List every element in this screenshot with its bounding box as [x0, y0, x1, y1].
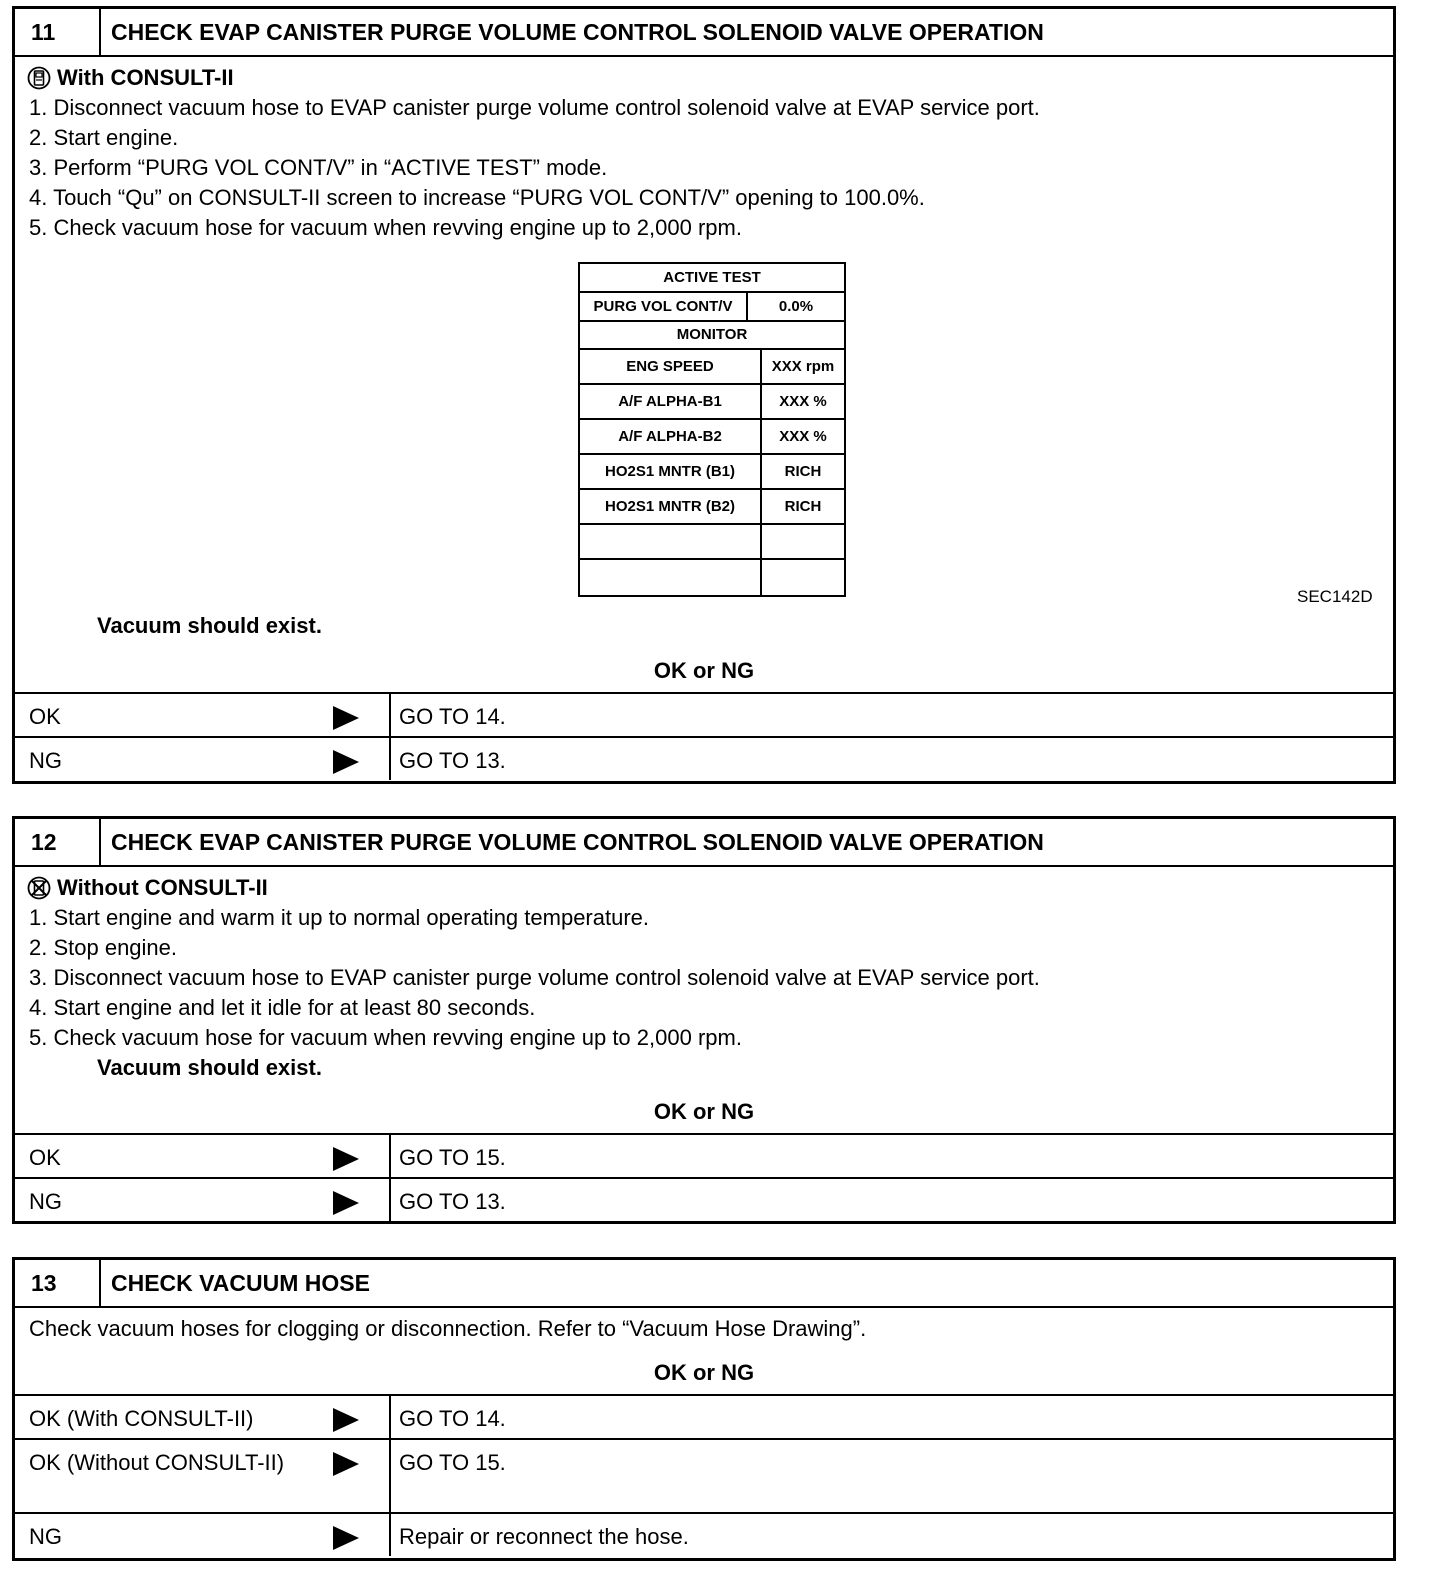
monitor-item: A/F ALPHA-B1: [618, 393, 722, 410]
ok-or-ng-label: OK or NG: [653, 658, 755, 683]
no-consult-tool-icon: [27, 876, 51, 900]
arrow-right-icon: [333, 706, 359, 730]
result-condition: OK: [29, 704, 61, 729]
result-action: GO TO 15.: [399, 1145, 506, 1170]
arrow-right-icon: [333, 1526, 359, 1550]
arrow-right-icon: [333, 750, 359, 774]
step-number: 12: [15, 819, 101, 865]
mode-label: With CONSULT-II: [57, 65, 234, 90]
result-row: [15, 1438, 1393, 1512]
active-test-item: PURG VOL CONT/V: [593, 298, 733, 315]
mode-label: Without CONSULT-II: [57, 875, 268, 900]
step-number: 11: [15, 9, 101, 55]
monitor-item: HO2S1 MNTR (B2): [604, 498, 735, 515]
monitor-item: [580, 560, 760, 595]
result-row: [15, 1177, 1393, 1221]
step-title: CHECK VACUUM HOSE: [111, 1270, 370, 1296]
monitor-header: MONITOR: [580, 322, 844, 350]
divider: [389, 738, 391, 780]
instruction-4: 4. Start engine and let it idle for at least 80 seconds.: [29, 995, 536, 1020]
instruction-1: 1. Disconnect vacuum hose to EVAP canister purge volume control solenoid valve at EVAP service port.: [29, 95, 1040, 120]
mode-line: [27, 65, 234, 91]
result-table: [15, 1133, 1393, 1221]
monitor-value: XXX %: [760, 385, 844, 418]
spec-text: Vacuum should exist.: [97, 1055, 322, 1080]
monitor-value: [760, 525, 844, 558]
instruction-1: 1. Start engine and warm it up to normal operating temperature.: [29, 905, 650, 930]
monitor-row: [580, 560, 844, 595]
instruction-4: 4. Touch “Qu” on CONSULT-II screen to increase “PURG VOL CONT/V” opening to 100.0%.: [29, 185, 925, 210]
result-action: Repair or reconnect the hose.: [399, 1524, 689, 1549]
result-table: [15, 1394, 1393, 1556]
step-title: CHECK EVAP CANISTER PURGE VOLUME CONTROL SOLENOID VALVE OPERATION: [111, 19, 1044, 45]
result-condition: OK (With CONSULT-II): [29, 1406, 254, 1431]
divider: [389, 694, 391, 736]
active-test-item-row: [580, 293, 844, 322]
result-condition: OK (Without CONSULT-II): [29, 1450, 285, 1475]
step-11-box: [12, 6, 1396, 784]
instruction-3: 3. Perform “PURG VOL CONT/V” in “ACTIVE TEST” mode.: [29, 155, 608, 180]
ok-or-ng-label: OK or NG: [653, 1099, 755, 1124]
divider: [389, 1514, 391, 1556]
divider: [389, 1135, 391, 1177]
monitor-item: [580, 525, 760, 558]
monitor-item: HO2S1 MNTR (B1): [604, 463, 735, 480]
result-action: GO TO 13.: [399, 748, 506, 773]
step-title: CHECK EVAP CANISTER PURGE VOLUME CONTROL SOLENOID VALVE OPERATION: [111, 829, 1044, 855]
active-test-table: [578, 262, 846, 597]
divider: [389, 1440, 391, 1512]
check-text: Check vacuum hoses for clogging or disconnection. Refer to “Vacuum Hose Drawing”.: [29, 1316, 867, 1341]
monitor-value: XXX %: [760, 420, 844, 453]
step-12-box: [12, 816, 1396, 1224]
monitor-row: [580, 490, 844, 525]
result-condition: OK: [29, 1145, 61, 1170]
instruction-3: 3. Disconnect vacuum hose to EVAP canister purge volume control solenoid valve at EVAP service port.: [29, 965, 1040, 990]
result-condition: NG: [29, 1189, 62, 1214]
result-row: [15, 736, 1393, 780]
divider: [389, 1396, 391, 1438]
active-test-header: ACTIVE TEST: [580, 264, 844, 293]
monitor-item: A/F ALPHA-B2: [618, 428, 722, 445]
monitor-row: [580, 385, 844, 420]
monitor-value: XXX rpm: [760, 350, 844, 383]
arrow-right-icon: [333, 1191, 359, 1215]
instruction-5: 5. Check vacuum hose for vacuum when revving engine up to 2,000 rpm.: [29, 1025, 742, 1050]
arrow-right-icon: [333, 1408, 359, 1432]
result-row: [15, 1394, 1393, 1438]
result-table: [15, 692, 1393, 780]
instruction-5: 5. Check vacuum hose for vacuum when revving engine up to 2,000 rpm.: [29, 215, 742, 240]
figure-code: SEC142D: [1297, 587, 1373, 606]
monitor-row: [580, 420, 844, 455]
monitor-row: [580, 350, 844, 385]
result-row: [15, 1512, 1393, 1556]
mode-line: [27, 875, 268, 901]
result-action: GO TO 13.: [399, 1189, 506, 1214]
result-action: GO TO 14.: [399, 1406, 506, 1431]
monitor-item: ENG SPEED: [626, 358, 714, 375]
arrow-right-icon: [333, 1452, 359, 1476]
result-action: GO TO 15.: [399, 1450, 506, 1475]
active-test-value: 0.0%: [746, 293, 844, 320]
step-header: [15, 9, 1393, 57]
ok-or-ng-label: OK or NG: [653, 1360, 755, 1385]
result-row: [15, 692, 1393, 736]
result-condition: NG: [29, 1524, 62, 1549]
result-condition: NG: [29, 748, 62, 773]
monitor-value: [760, 560, 844, 595]
monitor-row: [580, 525, 844, 560]
instruction-2: 2. Start engine.: [29, 125, 179, 150]
monitor-value: RICH: [760, 455, 844, 488]
spec-text: Vacuum should exist.: [97, 613, 322, 638]
step-number: 13: [15, 1260, 101, 1306]
instruction-2: 2. Stop engine.: [29, 935, 178, 960]
consult-tool-icon: [27, 66, 51, 90]
step-header: [15, 1260, 1393, 1308]
monitor-row: [580, 455, 844, 490]
step-header: [15, 819, 1393, 867]
arrow-right-icon: [333, 1147, 359, 1171]
divider: [389, 1179, 391, 1221]
monitor-value: RICH: [760, 490, 844, 523]
result-action: GO TO 14.: [399, 704, 506, 729]
result-row: [15, 1133, 1393, 1177]
step-13-box: [12, 1257, 1396, 1561]
